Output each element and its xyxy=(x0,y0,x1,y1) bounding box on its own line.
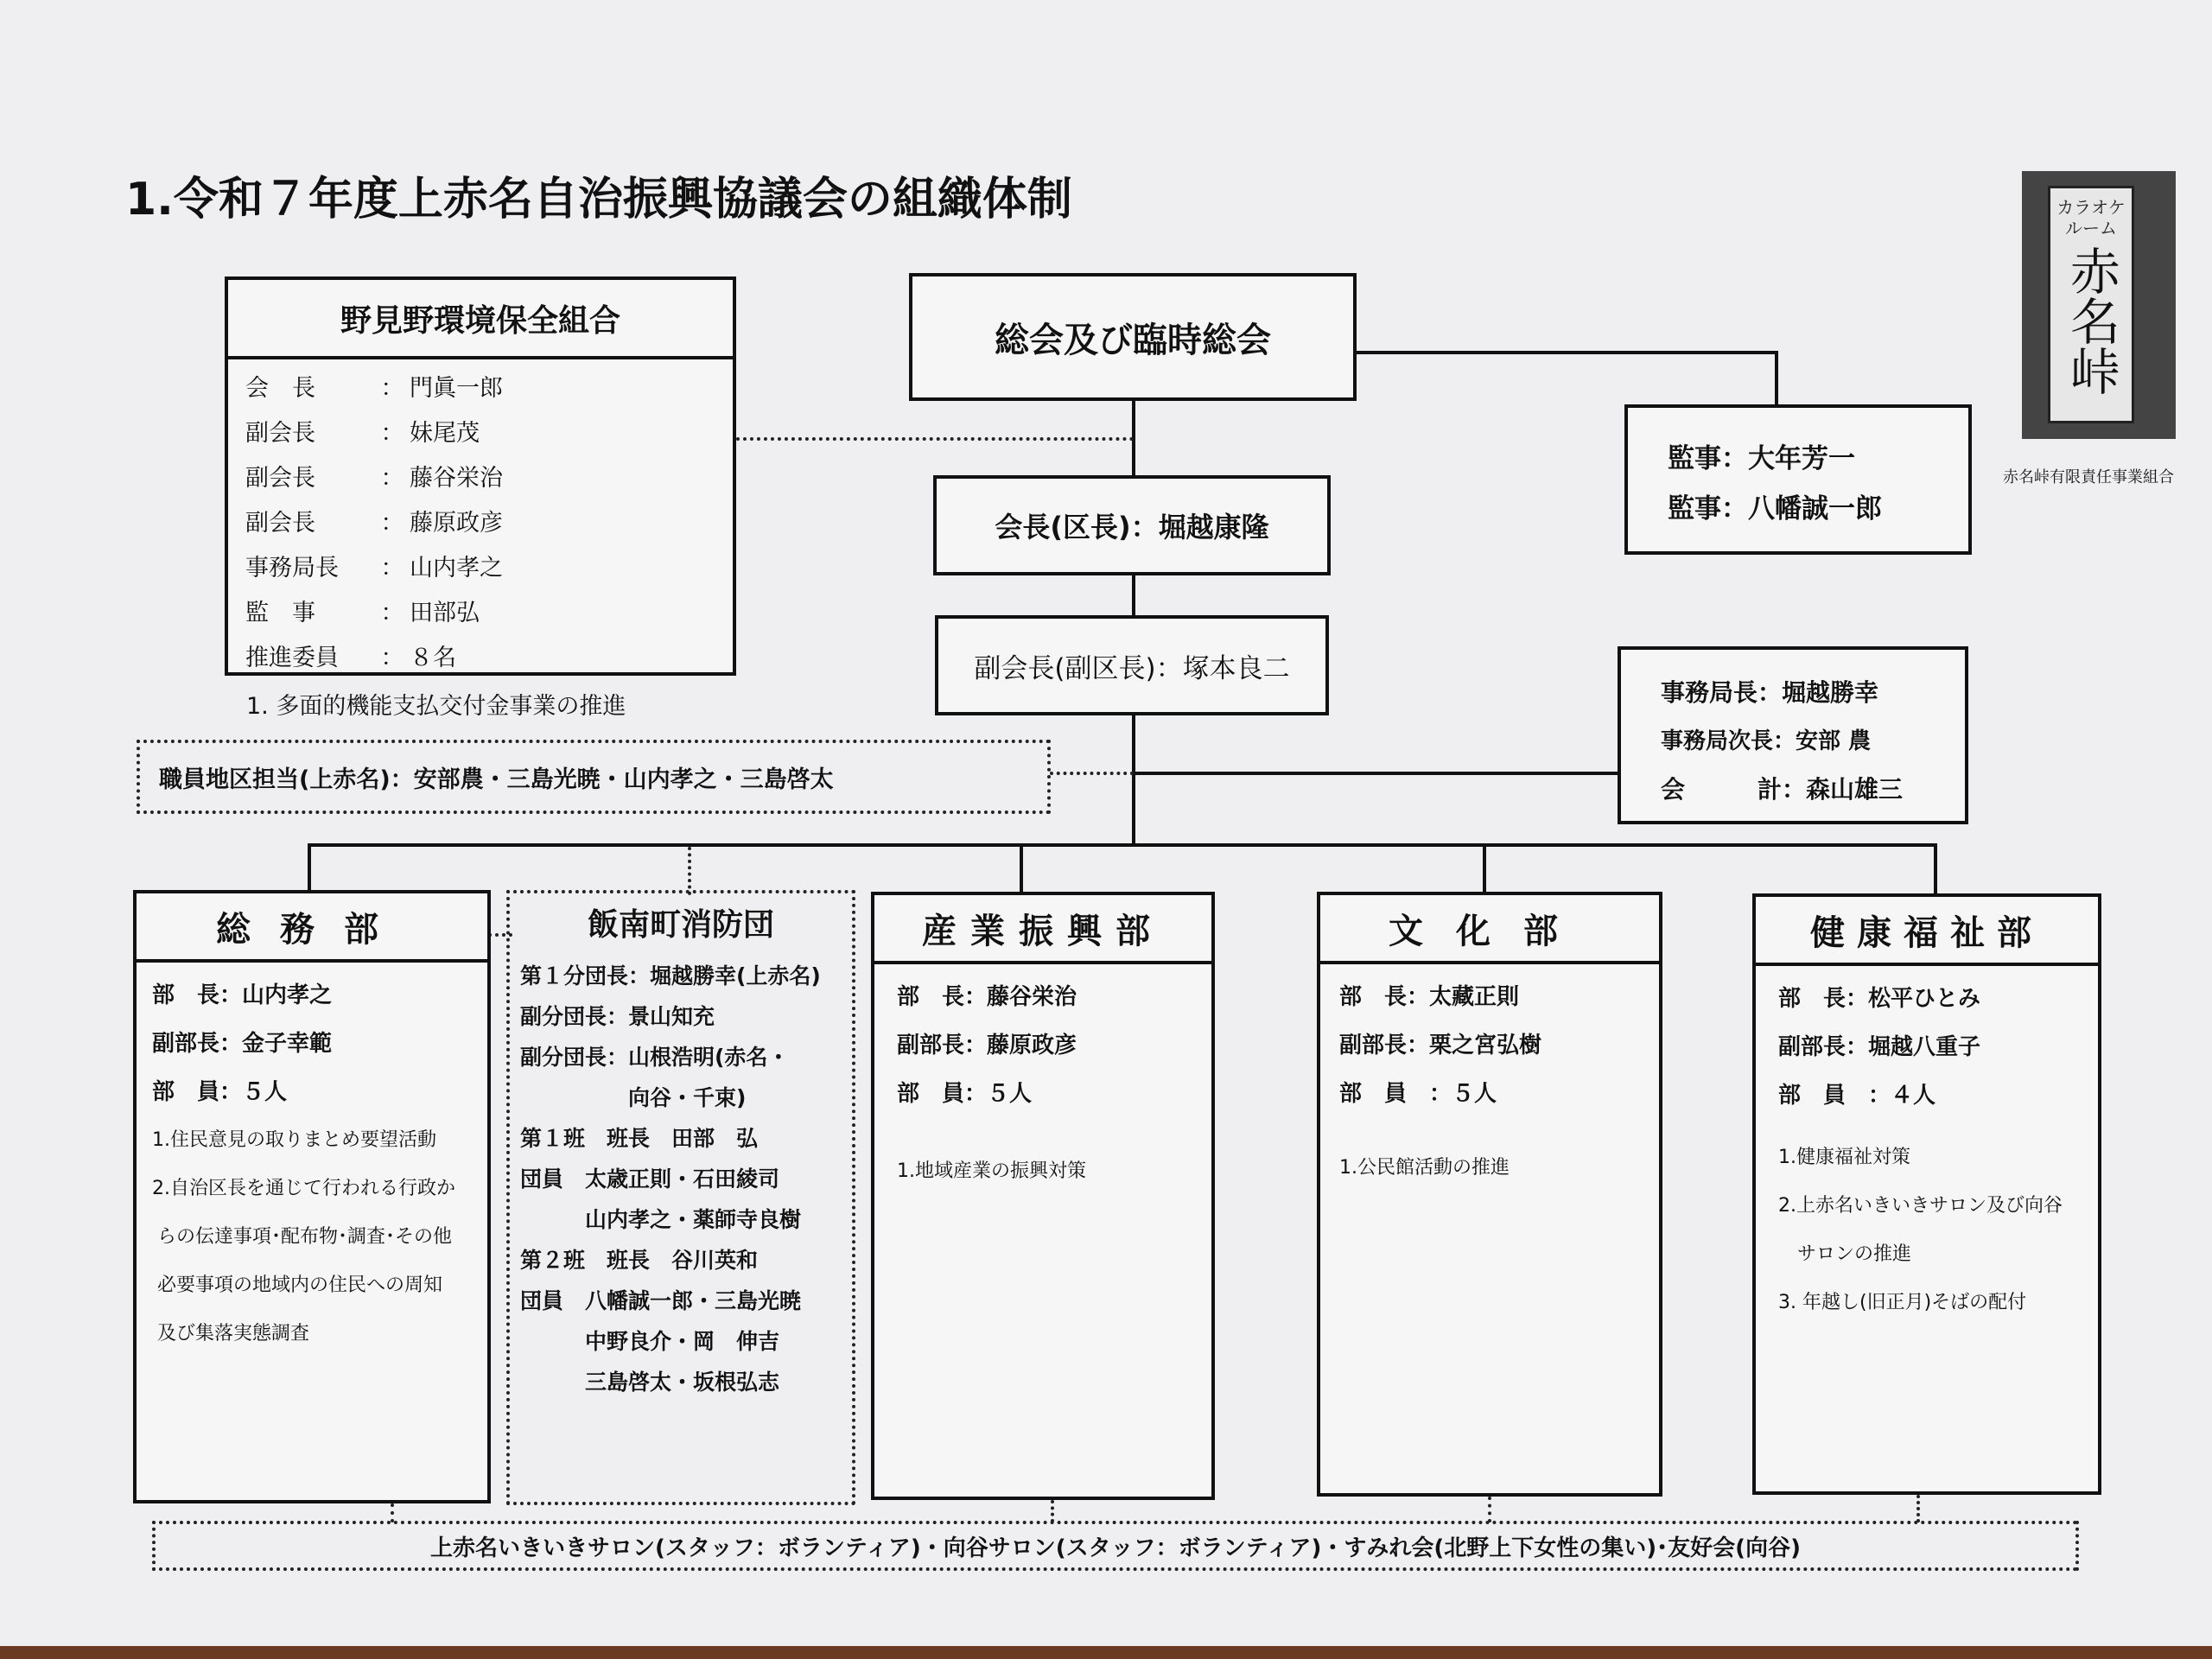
dept-somu-task: 2.自治区長を通じて行われる行政か xyxy=(152,1178,455,1199)
env-union-row: 事務局長 ： 山内孝之 xyxy=(245,555,503,582)
fire-line: 中野良介・岡 伸吉 xyxy=(520,1329,780,1354)
connector-somu xyxy=(308,843,311,892)
env-union-rows xyxy=(228,359,733,681)
dept-sangyo-members: 部 員：５人 xyxy=(897,1081,1033,1107)
connector-bottom-sangyo xyxy=(1051,1500,1054,1522)
page-title: 1.令和７年度上赤名自治振興協議会の組織体制 xyxy=(125,174,1072,226)
dept-somu-task: らの伝達事項･配布物･調査･その他 xyxy=(157,1226,453,1248)
connector-bottom-bunka xyxy=(1488,1497,1491,1522)
auditor-1: 監事：大年芳一 xyxy=(1668,443,1855,474)
dept-bunka-body xyxy=(1320,964,1659,1192)
env-union-row: 副会長 ： 藤谷栄治 xyxy=(245,465,503,492)
dept-somu-task: 1.住民意見の取りまとめ要望活動 xyxy=(152,1129,436,1151)
auditors-box xyxy=(1624,404,1972,555)
sign-small-text: カラオケルーム xyxy=(2056,197,2126,238)
connector-fire-dotted xyxy=(688,847,691,895)
sign-big-text: 赤名峠 xyxy=(2062,245,2120,396)
general-assembly-box xyxy=(909,273,1357,401)
env-union-row: 副会長 ： 妹尾茂 xyxy=(245,420,480,447)
president-label: 会長(区長)：堀越康隆 xyxy=(995,511,1269,543)
dept-bunka-name: 文化部 xyxy=(1320,895,1659,964)
fire-brigade-body xyxy=(510,950,852,1402)
photo-caption: 赤名峠有限責任事業組合 xyxy=(2003,468,2174,486)
secretariat-accountant xyxy=(1661,766,1965,814)
fire-line: 三島啓太・坂根弘志 xyxy=(520,1370,780,1395)
dept-kenko-box xyxy=(1752,893,2101,1495)
dept-sangyo-body xyxy=(874,964,1211,1196)
fire-line: 団員 八幡誠一郎・三島光暁 xyxy=(520,1288,802,1313)
connector-union-dotted xyxy=(736,437,1134,441)
dept-kenko-body xyxy=(1756,966,2098,1327)
dept-bunka-task: 1.公民館活動の推進 xyxy=(1339,1157,1510,1179)
auditor-2: 監事：八幡誠一郎 xyxy=(1668,493,1882,524)
dept-kenko-task: 1.健康福祉対策 xyxy=(1778,1147,1910,1168)
dept-bunka-head: 部 長：太藏正則 xyxy=(1339,984,1520,1010)
dept-bunka-members: 部 員 ：５人 xyxy=(1339,1081,1497,1107)
dept-sangyo-name: 産業振興部 xyxy=(874,895,1211,964)
dept-somu-members: 部 員：５人 xyxy=(152,1079,288,1105)
connector-president-vice xyxy=(1132,575,1135,617)
vice-president-label: 副会長(副区長)：塚本良二 xyxy=(974,652,1290,684)
dept-somu-task: 及び集落実態調査 xyxy=(157,1323,310,1344)
env-union-row: 監 事 ： 田部弘 xyxy=(245,600,480,626)
dept-kenko-name: 健康福祉部 xyxy=(1756,897,2098,966)
fire-brigade-name: 飯南町消防団 xyxy=(587,906,774,943)
dept-sangyo-box xyxy=(871,892,1215,1500)
salon-groups-box xyxy=(152,1521,2079,1571)
vice-president-box xyxy=(935,615,1329,715)
dept-kenko-task: 3. 年越し(旧正月)そばの配付 xyxy=(1778,1292,2027,1313)
connector-assembly-right xyxy=(1357,351,1778,354)
connector-vice-departments xyxy=(1132,714,1135,845)
connector-sangyo xyxy=(1020,843,1023,893)
dept-bunka-vice: 副部長：栗之宮弘樹 xyxy=(1339,1033,1542,1058)
staff-district-label: 職員地区担当(上赤名)：安部農・三島光暁・山内孝之・三島啓太 xyxy=(159,766,834,793)
env-union-row: 推進委員 ： ８名 xyxy=(245,645,456,671)
dept-kenko-vice: 副部長：堀越八重子 xyxy=(1778,1034,1981,1060)
dept-sangyo-task: 1.地域産業の振興対策 xyxy=(897,1160,1086,1182)
connector-auditor-down xyxy=(1775,351,1778,404)
connector-bunka xyxy=(1483,843,1486,893)
fire-line: 第１分団長：堀越勝幸(上赤名) xyxy=(520,963,821,988)
dept-kenko-task: 2.上赤名いきいきサロン及び向谷 xyxy=(1778,1195,2063,1217)
accountant-value: 計：森山雄三 xyxy=(1758,775,1904,804)
dept-somu-name: 総務部 xyxy=(137,893,487,963)
dept-somu-box xyxy=(133,890,491,1503)
secretariat-box xyxy=(1618,646,1968,824)
connector-staff-dotted xyxy=(1050,772,1134,775)
dept-kenko-head: 部 長：松平ひとみ xyxy=(1778,986,1981,1012)
dept-sangyo-vice: 副部長：藤原政彦 xyxy=(897,1033,1077,1058)
dept-kenko-task: サロンの推進 xyxy=(1778,1243,1912,1265)
fire-brigade-box xyxy=(506,890,855,1505)
dept-somu-body xyxy=(137,963,487,1358)
connector-horizontal-bus xyxy=(308,843,1937,847)
salon-groups-label: 上赤名いきいきサロン(スタッフ：ボランティア)・向谷サロン(スタッフ：ボランティア)・すみれ会(北野上下女性の集い)･友好会(向谷) xyxy=(430,1535,1801,1561)
fire-line: 団員 太歳正則・石田綾司 xyxy=(520,1166,780,1192)
connector-bottom-somu xyxy=(391,1503,394,1522)
secretariat-chief: 事務局長：堀越勝幸 xyxy=(1661,678,1879,707)
dept-somu-vice: 副部長：金子幸範 xyxy=(152,1031,333,1057)
fire-line: 第２班 班長 谷川英和 xyxy=(520,1248,759,1273)
fire-line: 副分団長：景山知充 xyxy=(520,1004,715,1029)
fire-line: 副分団長：山根浩明(赤名・ xyxy=(520,1045,790,1070)
secretariat-deputy: 事務局次長：安部 農 xyxy=(1661,728,1872,754)
connector-secretariat xyxy=(1134,772,1619,775)
env-union-note: 1. 多面的機能支払交付金事業の推進 xyxy=(246,693,626,720)
env-union-row: 会 長 ： 門眞一郎 xyxy=(245,375,503,402)
sign-board xyxy=(2048,186,2134,423)
env-union-name: 野見野環境保全組合 xyxy=(228,280,733,359)
env-union-box xyxy=(225,276,736,676)
dept-bunka-box xyxy=(1317,892,1662,1497)
dept-sangyo-head: 部 長：藤谷栄治 xyxy=(897,984,1077,1010)
dept-kenko-members: 部 員 ：４人 xyxy=(1778,1083,1936,1109)
env-union-row: 副会長 ： 藤原政彦 xyxy=(245,510,503,537)
general-assembly-label: 総会及び臨時総会 xyxy=(995,320,1271,360)
fire-line: 山内孝之・薬師寺良樹 xyxy=(520,1207,802,1232)
accountant-label: 会 xyxy=(1661,775,1686,804)
staff-district-box xyxy=(137,740,1051,814)
president-box xyxy=(933,475,1331,575)
fire-line: 第１班 班長 田部 弘 xyxy=(520,1126,759,1151)
dept-somu-task: 必要事項の地域内の住民への周知 xyxy=(157,1274,443,1296)
connector-bottom-kenko xyxy=(1916,1495,1920,1522)
dept-somu-head: 部 長：山内孝之 xyxy=(152,982,333,1008)
fire-line: 向谷・千束) xyxy=(520,1085,747,1110)
connector-kenko xyxy=(1934,843,1937,893)
